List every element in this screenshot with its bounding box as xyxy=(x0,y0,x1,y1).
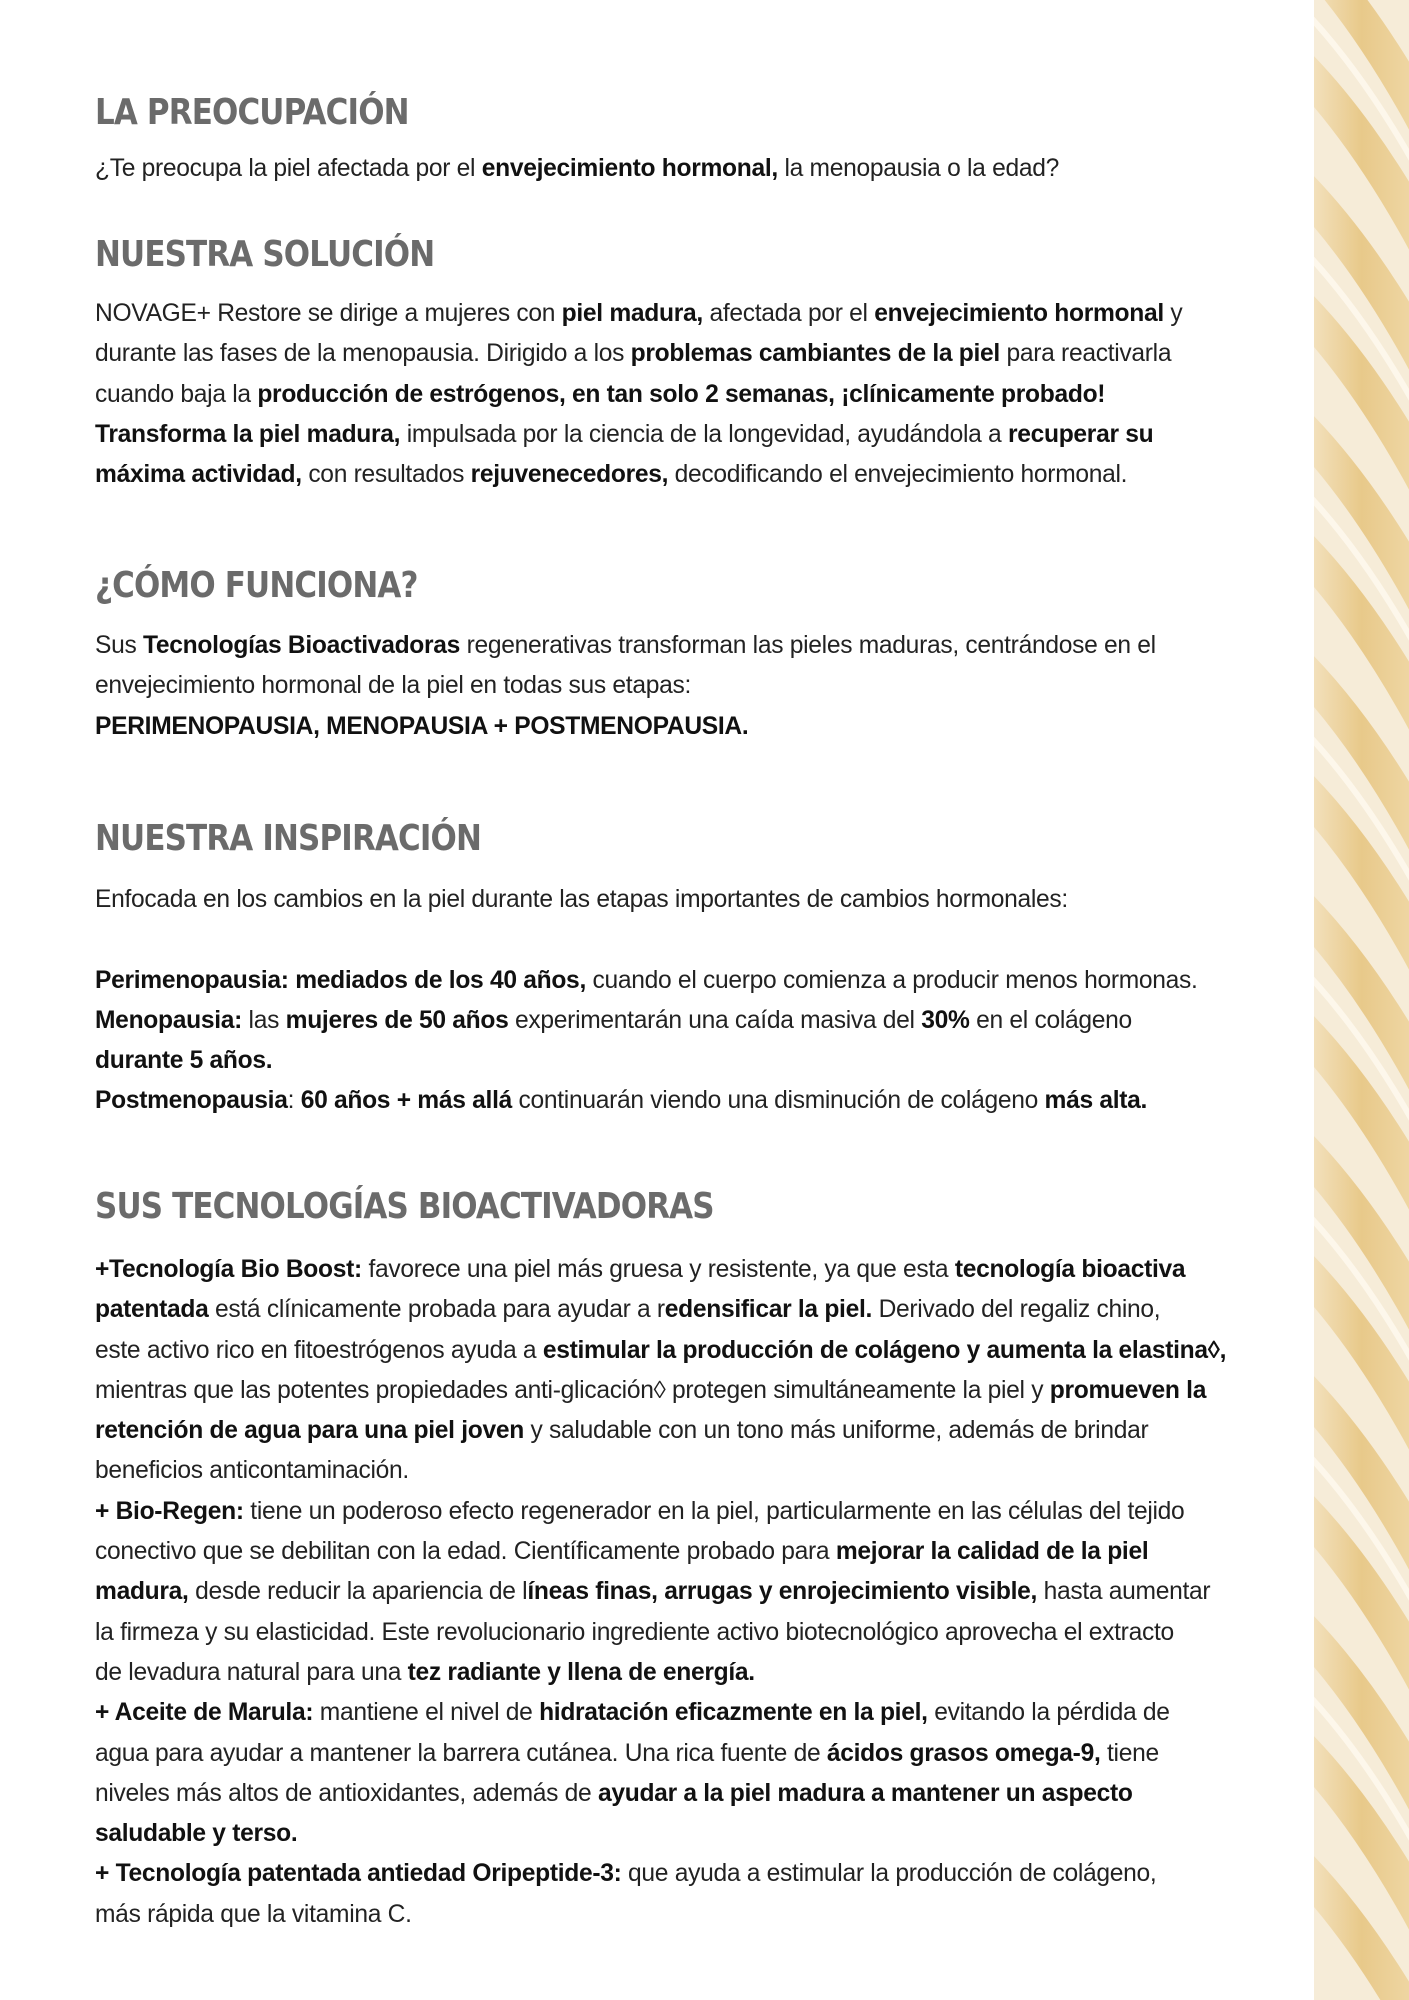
text: la firmeza y su elasticidad. Este revolucionario ingrediente activo biotecnológico aprovecha el extracto xyxy=(95,1618,1174,1646)
text: mientras que las potentes propiedades anti-glicación◊ protegen simultáneamente la piel y xyxy=(95,1376,1050,1404)
bold-text: 60 años + más allá xyxy=(300,1087,512,1115)
text-line xyxy=(95,1734,1295,1774)
bold-text: ácidos grasos omega-9, xyxy=(826,1739,1101,1767)
text: con resultados xyxy=(301,461,471,489)
bold-text: + Bio-Regen: xyxy=(95,1497,244,1525)
bold-text: Perimenopausia: mediados de los 40 años, xyxy=(95,966,586,994)
bold-text: ayudar a la piel madura a mantener un aspecto xyxy=(597,1779,1133,1807)
bold-text: Menopausia: xyxy=(95,1006,243,1034)
bold-text: + Aceite de Marula: xyxy=(95,1699,314,1727)
paragraph-la-preocupacion xyxy=(95,149,1295,189)
heading-sus-tecnologias-bioactivadoras: SUS TECNOLOGÍAS BIOACTIVADORAS xyxy=(95,1186,714,1227)
bold-text: edensificar la piel. xyxy=(664,1296,873,1324)
text-line xyxy=(95,961,1295,1001)
text-line xyxy=(95,626,1295,666)
text-line xyxy=(95,1290,1295,1330)
text: Sus xyxy=(95,632,144,659)
text-line xyxy=(95,1814,1295,1854)
text-line xyxy=(95,707,1295,747)
heading-nuestra-solucion: NUESTRA SOLUCIÓN xyxy=(95,234,435,275)
text: cuando baja la xyxy=(95,380,258,408)
text-line xyxy=(95,880,1295,920)
text-line xyxy=(95,1331,1295,1371)
bold-text: Tecnologías Bioactivadoras xyxy=(143,632,461,659)
text-line xyxy=(95,666,1295,706)
bold-text: tecnología bioactiva xyxy=(954,1256,1186,1283)
decorative-golden-stripes xyxy=(1314,0,1409,2000)
bold-text: 30% xyxy=(921,1006,970,1034)
bold-text: madura, xyxy=(95,1578,189,1606)
text-line xyxy=(95,1774,1295,1814)
text: para reactivarla xyxy=(999,340,1172,368)
text: NOVAGE+ Restore se dirige a mujeres con xyxy=(95,300,562,327)
text-line xyxy=(95,1411,1295,1451)
paragraph-como-funciona xyxy=(95,626,1295,747)
text: beneficios anticontaminación. xyxy=(95,1457,409,1485)
text: que ayuda a estimular la producción de colágeno, xyxy=(621,1860,1157,1888)
text-line xyxy=(95,1081,1295,1121)
paragraph-nuestra-inspiracion xyxy=(95,880,1295,1122)
text: conectivo que se debilitan con la edad. Científicamente probado para xyxy=(95,1538,836,1566)
text: tiene xyxy=(1100,1739,1159,1767)
text: las xyxy=(242,1006,286,1034)
bold-text: hidratación eficazmente en la piel, xyxy=(539,1699,928,1727)
text: Derivado del regaliz chino, xyxy=(872,1296,1161,1324)
text: tiene un poderoso efecto regenerador en la piel, particularmente en las células del tejido xyxy=(243,1497,1185,1525)
text: mantiene el nivel de xyxy=(313,1699,540,1727)
bold-text: mujeres de 50 años xyxy=(285,1006,509,1034)
bold-text: estimular la producción de colágeno y aumenta la elastina◊, xyxy=(542,1336,1227,1364)
heading-como-funciona: ¿CÓMO FUNCIONA? xyxy=(95,565,418,606)
text: y saludable con un tono más uniforme, además de brindar xyxy=(523,1417,1149,1445)
text: afectada por el xyxy=(702,300,875,327)
text: desde reducir la apariencia de l xyxy=(188,1578,528,1606)
heading-nuestra-inspiracion: NUESTRA INSPIRACIÓN xyxy=(95,818,482,859)
bold-text: promueven la xyxy=(1049,1376,1207,1404)
text-line xyxy=(95,1250,1295,1290)
text-line xyxy=(95,1532,1295,1572)
text: más rápida que la vitamina C. xyxy=(95,1900,412,1928)
text: : xyxy=(287,1087,301,1115)
bold-text: tez radiante y llena de energía. xyxy=(407,1658,755,1686)
text: regenerativas transforman las pieles maduras, centrándose en el xyxy=(460,632,1156,659)
bold-text: problemas cambiantes de la piel xyxy=(630,340,1000,368)
text-line xyxy=(95,1854,1295,1894)
text: continuarán viendo una disminución de colágeno xyxy=(511,1087,1045,1115)
bold-text: Postmenopausia xyxy=(95,1087,288,1115)
heading-la-preocupacion: LA PREOCUPACIÓN xyxy=(95,92,409,133)
text-line xyxy=(95,1613,1295,1653)
bold-text: retención de agua para una piel joven xyxy=(95,1417,524,1445)
text: niveles más altos de antioxidantes, además de xyxy=(95,1779,598,1807)
bold-text: rejuvenecedores, xyxy=(470,461,669,489)
text: de levadura natural para una xyxy=(95,1658,408,1686)
text-line xyxy=(95,294,1295,334)
text: hasta aumentar xyxy=(1037,1578,1211,1606)
paragraph-sus-tecnologias xyxy=(95,1250,1295,1935)
bold-text: más alta. xyxy=(1044,1087,1148,1115)
bold-text: durante 5 años. xyxy=(95,1047,273,1075)
text-line xyxy=(95,375,1295,415)
bold-text: saludable y terso. xyxy=(95,1820,298,1848)
text: cuando el cuerpo comienza a producir menos hormonas. xyxy=(585,966,1198,994)
bold-text: +Tecnología Bio Boost: xyxy=(95,1256,362,1283)
bold-text: + Tecnología patentada antiedad Oripeptide-3: xyxy=(95,1860,622,1888)
golden-waves-graphic xyxy=(1314,0,1409,2000)
bold-text: máxima actividad, xyxy=(95,461,302,489)
text-line xyxy=(95,149,1295,189)
text-line xyxy=(95,1895,1295,1935)
text: ¿Te preocupa la piel afectada por el xyxy=(95,155,482,182)
text-line xyxy=(95,1001,1295,1041)
text: este activo rico en fitoestrógenos ayuda a xyxy=(95,1336,543,1364)
text-line xyxy=(95,334,1295,374)
text: está clínicamente probada para ayudar a r xyxy=(208,1296,665,1324)
text-line xyxy=(95,1041,1295,1081)
bold-text: íneas finas, arrugas y enrojecimiento visible, xyxy=(527,1578,1038,1606)
text: decodificando el envejecimiento hormonal. xyxy=(668,461,1128,489)
paragraph-nuestra-solucion xyxy=(95,294,1295,495)
bold-text: piel madura, xyxy=(561,300,703,327)
text: durante las fases de la menopausia. Dirigido a los xyxy=(95,340,631,368)
text-line xyxy=(95,920,1295,960)
text-line xyxy=(95,455,1295,495)
text: en el colágeno xyxy=(969,1006,1132,1034)
bold-text: mejorar la calidad de la piel xyxy=(835,1538,1149,1566)
bold-text: Transforma la piel madura, xyxy=(95,420,401,448)
text-line xyxy=(95,1492,1295,1532)
text-line xyxy=(95,1653,1295,1693)
text-line xyxy=(95,1572,1295,1612)
bold-text: PERIMENOPAUSIA, MENOPAUSIA + POSTMENOPAUSIA. xyxy=(95,712,749,740)
text-line xyxy=(95,415,1295,455)
text-line xyxy=(95,1371,1295,1411)
text: experimentarán una caída masiva del xyxy=(508,1006,922,1034)
text: impulsada por la ciencia de la longevidad, ayudándola a xyxy=(400,420,1008,448)
text: la menopausia o la edad? xyxy=(777,155,1059,182)
bold-text: patentada xyxy=(95,1296,209,1324)
text: agua para ayudar a mantener la barrera cutánea. Una rica fuente de xyxy=(95,1739,827,1767)
bold-text: producción de estrógenos, en tan solo 2 semanas, ¡clínicamente probado! xyxy=(257,380,1106,408)
text: y xyxy=(1163,300,1183,327)
bold-text: recuperar su xyxy=(1007,420,1154,448)
text-line xyxy=(95,1451,1295,1491)
text: Enfocada en los cambios en la piel durante las etapas importantes de cambios hormonales: xyxy=(95,886,1068,913)
text: evitando la pérdida de xyxy=(927,1699,1170,1727)
bold-text: envejecimiento hormonal xyxy=(874,300,1164,327)
bold-text: envejecimiento hormonal, xyxy=(481,155,778,182)
text: favorece una piel más gruesa y resistente, ya que esta xyxy=(361,1256,955,1283)
text: envejecimiento hormonal de la piel en todas sus etapas: xyxy=(95,672,691,700)
text-line xyxy=(95,1693,1295,1733)
